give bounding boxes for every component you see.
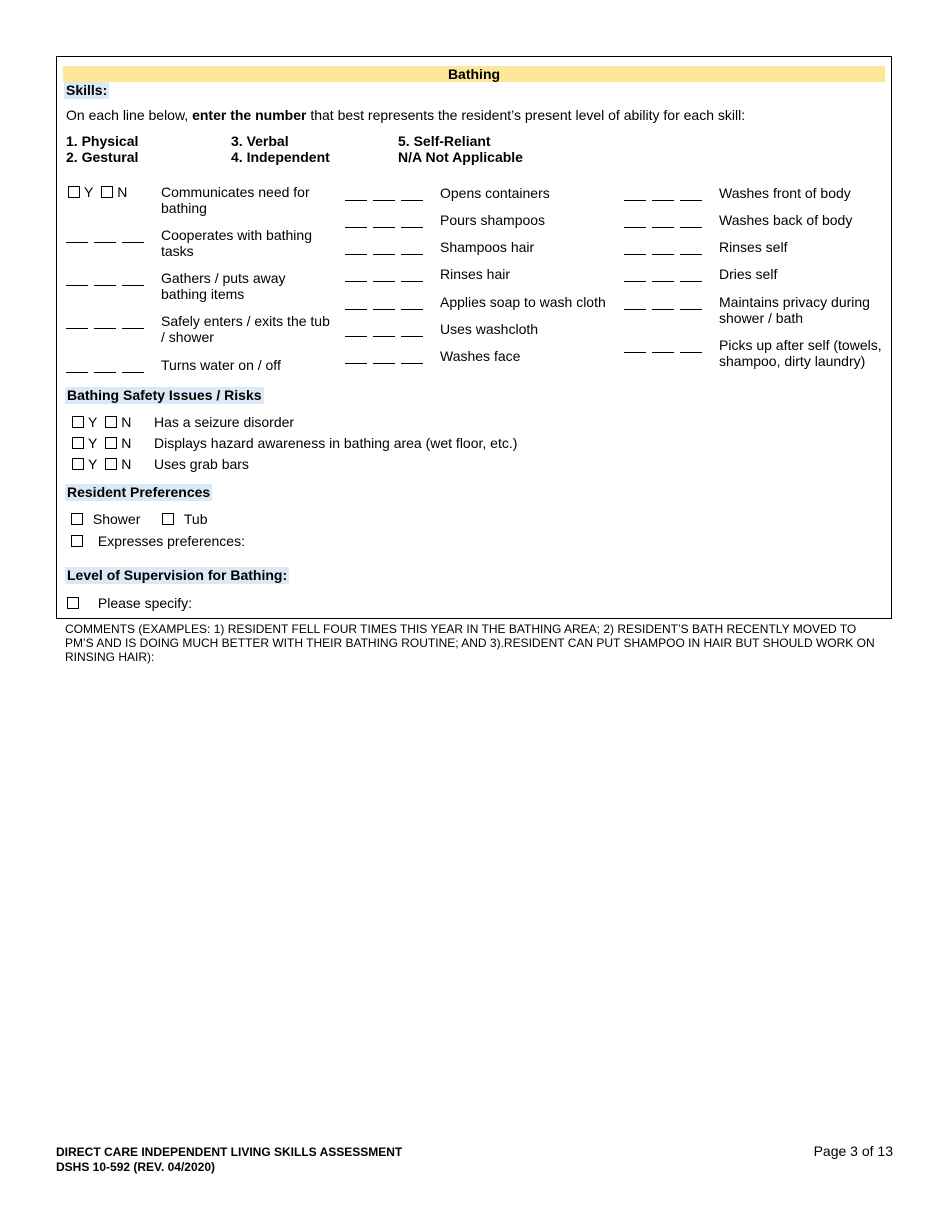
legend-col-1: 1. Physical 2. Gestural	[66, 133, 139, 165]
safety-item-label: Has a seizure disorder	[154, 414, 295, 430]
score-blanks[interactable]	[66, 274, 144, 286]
supervision-specify: Please specify:	[67, 595, 192, 611]
safety-item: Y N	[70, 456, 133, 472]
safety-item-label: Uses grab bars	[154, 456, 249, 472]
instruction-text: On each line below, enter the number that best represents the resident’s present level of ability for each skill:	[66, 107, 746, 123]
score-blanks[interactable]	[66, 361, 144, 373]
no-checkbox[interactable]	[101, 186, 113, 198]
skill-label: Dries self	[719, 266, 778, 282]
safety-item: Y N	[70, 435, 133, 451]
score-blanks[interactable]	[345, 352, 423, 364]
form-title: DIRECT CARE INDEPENDENT LIVING SKILLS ASSESSMENT	[56, 1145, 403, 1159]
skill-label: Shampoos hair	[440, 239, 535, 255]
safety-item: Y N	[70, 414, 133, 430]
yes-checkbox[interactable]	[72, 458, 84, 470]
specify-checkbox[interactable]	[67, 597, 79, 609]
score-blanks[interactable]	[624, 270, 702, 282]
skill-label: Washes front of body	[719, 185, 851, 201]
section-title: Bathing	[63, 66, 885, 82]
no-checkbox[interactable]	[105, 416, 117, 428]
expresses-checkbox[interactable]	[71, 535, 83, 547]
skill-label: Safely enters / exits the tub / shower	[161, 313, 330, 345]
skill-label: Picks up after self (towels, shampoo, dirty laundry)	[719, 337, 882, 369]
tub-option: Tub	[162, 511, 208, 527]
skill-label: Uses washcloth	[440, 321, 539, 337]
score-blanks[interactable]	[66, 317, 144, 329]
yes-checkbox[interactable]	[68, 186, 80, 198]
score-blanks[interactable]	[624, 341, 702, 353]
yes-checkbox[interactable]	[72, 416, 84, 428]
tub-checkbox[interactable]	[162, 513, 174, 525]
no-checkbox[interactable]	[105, 458, 117, 470]
yes-checkbox[interactable]	[72, 437, 84, 449]
skill-label: Pours shampoos	[440, 212, 546, 228]
score-blanks[interactable]	[624, 216, 702, 228]
score-blanks[interactable]	[624, 298, 702, 310]
legend-col-2: 3. Verbal 4. Independent	[231, 133, 330, 165]
skill-label: Rinses self	[719, 239, 788, 255]
score-blanks[interactable]	[345, 298, 423, 310]
score-blanks[interactable]	[66, 231, 144, 243]
safety-item-label: Displays hazard awareness in bathing area (wet floor, etc.)	[154, 435, 518, 451]
score-blanks[interactable]	[345, 189, 423, 201]
skill-label: Communicates need for bathing	[161, 184, 310, 216]
skill-label: Washes face	[440, 348, 521, 364]
skill-label: Maintains privacy during shower / bath	[719, 294, 870, 326]
score-blanks[interactable]	[624, 189, 702, 201]
skill-label: Opens containers	[440, 185, 550, 201]
skill-yn-communicates: Y N	[66, 184, 129, 200]
safety-heading: Bathing Safety Issues / Risks	[67, 387, 262, 403]
skill-label: Washes back of body	[719, 212, 853, 228]
skill-label: Gathers / puts away bathing items	[161, 270, 286, 302]
form-footer	[56, 1145, 402, 1175]
score-blanks[interactable]	[345, 270, 423, 282]
bathing-section	[56, 56, 892, 619]
shower-option: Shower	[71, 511, 140, 527]
supervision-heading: Level of Supervision for Bathing:	[67, 567, 288, 583]
score-blanks[interactable]	[345, 216, 423, 228]
skills-label: Skills:	[66, 82, 108, 98]
skill-label: Turns water on / off	[161, 357, 281, 373]
score-blanks[interactable]	[345, 325, 423, 337]
expresses-preferences: Expresses preferences:	[71, 533, 245, 549]
skill-label: Applies soap to wash cloth	[440, 294, 606, 310]
skill-label: Rinses hair	[440, 266, 511, 282]
legend-col-3: 5. Self-Reliant N/A Not Applicable	[398, 133, 523, 165]
preferences-heading: Resident Preferences	[67, 484, 211, 500]
skill-label: Cooperates with bathing tasks	[161, 227, 312, 259]
score-blanks[interactable]	[624, 243, 702, 255]
shower-checkbox[interactable]	[71, 513, 83, 525]
score-blanks[interactable]	[345, 243, 423, 255]
no-checkbox[interactable]	[105, 437, 117, 449]
form-number: DSHS 10-592 (REV. 04/2020)	[56, 1160, 215, 1174]
page-number: Page 3 of 13	[813, 1143, 893, 1159]
comments-label: COMMENTS (EXAMPLES: 1) RESIDENT FELL FOUR TIMES THIS YEAR IN THE BATHING AREA; 2) RESIDENT’S BATH RECENTLY MOVED TO PM’S AND IS DOING MUCH BETTER WITH THEIR BATHING ROUTINE; AND 3).RESIDENT CAN PUT SHAMPOO IN HAIR BUT SHOULD WORK ON RINSING HAIR):	[65, 622, 875, 664]
